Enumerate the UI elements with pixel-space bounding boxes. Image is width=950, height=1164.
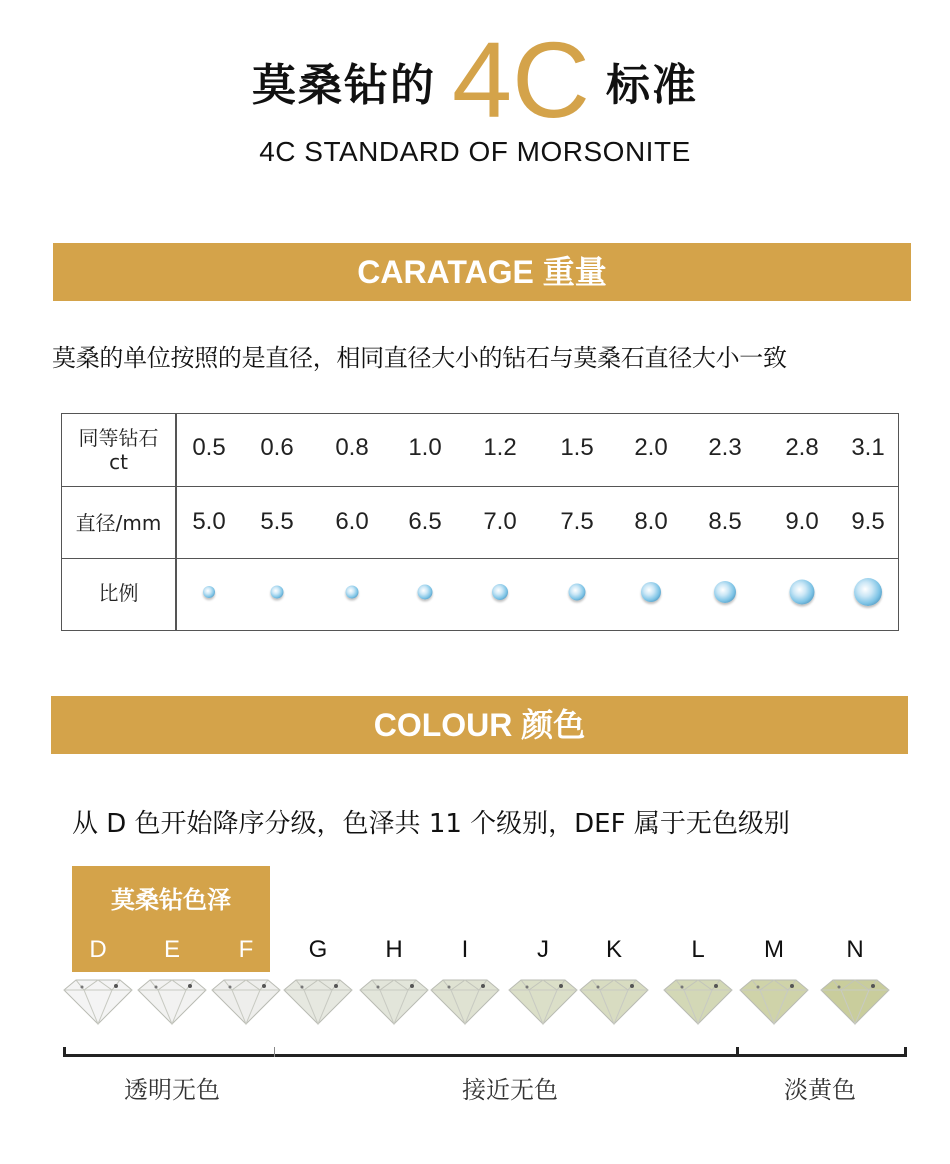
row-header-carat-line1: 同等钻石 xyxy=(78,426,159,450)
diamond-scale-icon xyxy=(569,584,586,601)
colour-description: 从 D 色开始降序分级，色泽共 11 个级别，DEF 属于无色级别 xyxy=(72,809,790,839)
diamond-colour-icon xyxy=(62,978,134,1026)
colour-grade-letter: K xyxy=(605,936,623,963)
carat-value: 2.0 xyxy=(634,434,668,461)
scale-tick xyxy=(736,1047,739,1057)
carat-value: 1.5 xyxy=(560,434,594,461)
colour-range-label: 透明无色 xyxy=(124,1076,220,1104)
diameter-value: 8.0 xyxy=(634,508,668,535)
diameter-value: 8.5 xyxy=(708,508,742,535)
diamond-scale-icon xyxy=(492,584,508,600)
colour-range-label: 接近无色 xyxy=(462,1076,558,1104)
table-row-carat xyxy=(62,414,898,487)
diameter-value: 7.0 xyxy=(483,508,517,535)
colour-grade-letter: M xyxy=(764,936,784,963)
diamond-scale-icon xyxy=(714,581,736,603)
colour-section-band: COLOUR 颜色 xyxy=(51,696,908,754)
page-subtitle: 4C STANDARD OF MORSONITE xyxy=(259,136,691,167)
carat-value: 0.8 xyxy=(335,434,369,461)
diameter-value: 9.5 xyxy=(851,508,885,535)
colour-grade-letter: E xyxy=(163,936,181,963)
diamond-colour-icon xyxy=(210,978,282,1026)
page-title xyxy=(0,19,950,140)
diamond-colour-icon xyxy=(358,978,430,1026)
colour-grade-letter: F xyxy=(238,936,254,963)
colour-grade-letter: N xyxy=(846,936,864,963)
carat-value: 2.3 xyxy=(708,434,742,461)
title-highlight-4c: 4C xyxy=(451,19,591,140)
colour-grade-letter: H xyxy=(385,936,403,963)
diamond-scale-icon xyxy=(346,586,359,599)
row-header-carat xyxy=(62,426,175,474)
carat-value: 1.0 xyxy=(408,434,442,461)
table-row-scale xyxy=(62,559,898,630)
diameter-value: 7.5 xyxy=(560,508,594,535)
carat-diameter-table xyxy=(61,413,899,631)
title-prefix: 莫桑钻的 xyxy=(251,60,436,111)
diamond-scale-icon xyxy=(641,582,661,602)
colour-grade-letter: G xyxy=(308,936,328,963)
colour-grade-letter: J xyxy=(537,936,549,963)
caratage-section-band: CARATAGE 重量 xyxy=(53,243,911,301)
colour-grade-letter: I xyxy=(461,936,469,963)
scale-tick xyxy=(63,1047,66,1057)
diameter-value: 5.5 xyxy=(260,508,294,535)
diamond-colour-icon xyxy=(662,978,734,1026)
diamond-scale-icon xyxy=(854,578,882,606)
carat-value: 0.5 xyxy=(192,434,226,461)
caratage-description: 莫桑的单位按照的是直径，相同直径大小的钻石与莫桑石直径大小一致 xyxy=(52,344,787,372)
diamond-colour-icon xyxy=(819,978,891,1026)
diamond-colour-icon xyxy=(578,978,650,1026)
table-row-diameter xyxy=(62,487,898,559)
scale-tick xyxy=(274,1047,275,1057)
carat-value: 1.2 xyxy=(483,434,517,461)
diamond-colour-icon xyxy=(507,978,579,1026)
diamond-scale-icon xyxy=(203,586,215,598)
colour-scale-line xyxy=(63,1054,907,1057)
diamond-colour-icon xyxy=(136,978,208,1026)
carat-value: 0.6 xyxy=(260,434,294,461)
diameter-value: 6.5 xyxy=(408,508,442,535)
diamond-colour-icon xyxy=(282,978,354,1026)
diamond-colour-icon xyxy=(429,978,501,1026)
colour-grade-letter: L xyxy=(691,936,705,963)
row-header-diameter: 直径/mm xyxy=(75,511,162,535)
diamond-scale-icon xyxy=(271,586,284,599)
diameter-value: 5.0 xyxy=(192,508,226,535)
row-header-scale: 比例 xyxy=(98,581,139,605)
diamond-colour-icon xyxy=(738,978,810,1026)
moissanite-colour-label: 莫桑钻色泽 xyxy=(111,886,231,914)
title-suffix: 标准 xyxy=(606,60,699,111)
carat-value: 3.1 xyxy=(851,434,885,461)
carat-value: 2.8 xyxy=(785,434,819,461)
diamond-scale-icon xyxy=(418,585,433,600)
colour-range-label: 淡黄色 xyxy=(784,1076,856,1104)
colour-grade-letter: D xyxy=(89,936,107,963)
diameter-value: 9.0 xyxy=(785,508,819,535)
scale-tick xyxy=(904,1047,907,1057)
diamond-scale-icon xyxy=(790,580,815,605)
row-header-carat-line2: ct xyxy=(109,450,128,474)
diameter-value: 6.0 xyxy=(335,508,369,535)
